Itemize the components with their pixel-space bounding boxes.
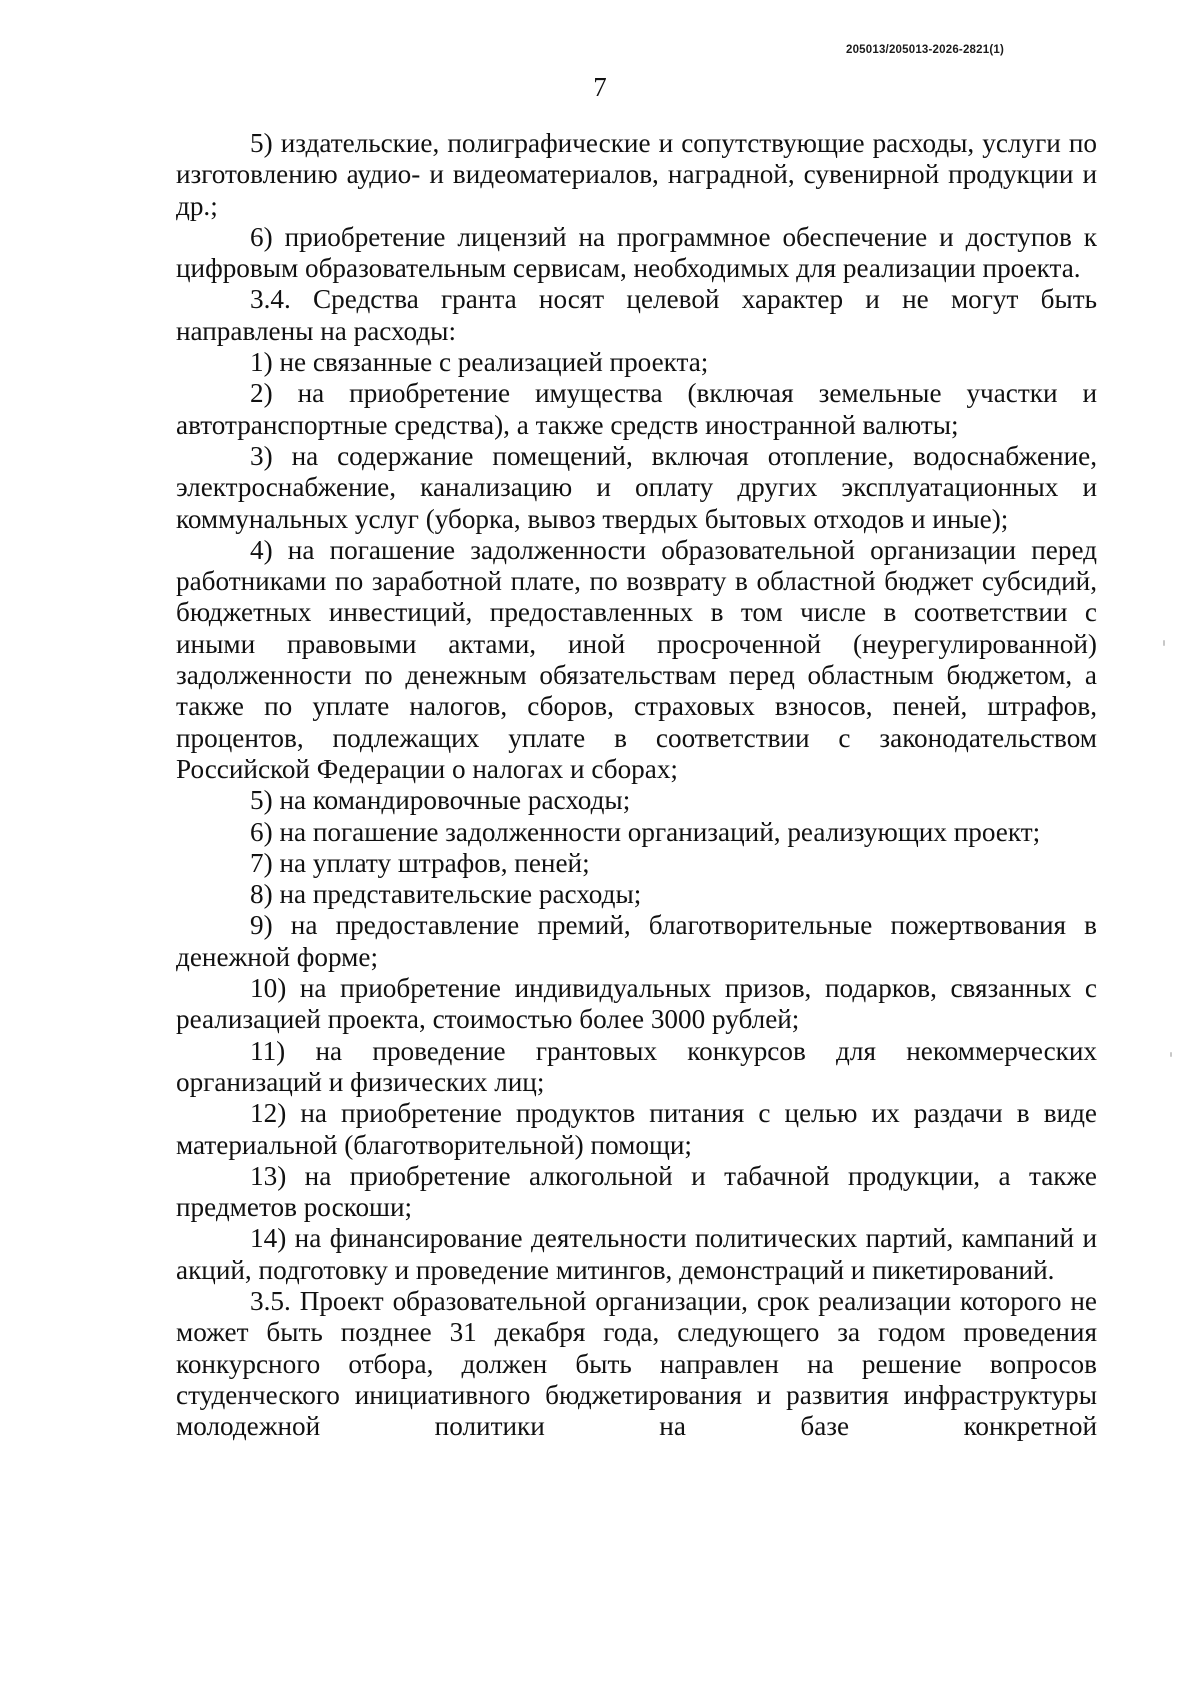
paragraph-restriction-3: 3) на содержание помещений, включая отопление, водоснабжение, электроснабжение, канализацию и оплату других эксплуатационных и коммунальных услуг (уборка, вывоз твердых бытовых отходов и иные); <box>176 440 1097 534</box>
paragraph-item-5-publishing: 5) издательские, полиграфические и сопутствующие расходы, услуги по изготовлению аудио- и видеоматериалов, наградной, сувенирной продукции и др.; <box>176 128 1097 221</box>
paragraph-restriction-9: 9) на предоставление премий, благотворительные пожертвования в денежной форме; <box>176 910 1097 972</box>
paragraph-restriction-8: 8) на представительские расходы; <box>250 879 642 910</box>
paragraph-restriction-13: 13) на приобретение алкогольной и табачной продукции, а также предметов роскоши; <box>176 1160 1097 1223</box>
paragraph-restriction-12: 12) на приобретение продуктов питания с целью их раздачи в виде материальной (благотворительной) помощи; <box>176 1098 1097 1160</box>
document-body <box>176 128 1097 1442</box>
paragraph-restriction-2: 2) на приобретение имущества (включая земельные участки и автотранспортные средства), а также средств иностранной валюты; <box>176 378 1097 440</box>
paragraph-restriction-4: 4) на погашение задолженности образовательной организации перед работниками по заработной плате, по возврату в областной бюджет субсидий, бюджетных инвестиций, предоставленных в том числе в соответствии с иными правовыми актами, иной просроченной (неурегулированной) задолженности по денежным обязательствам перед областным бюджетом, а также по уплате налогов, сборов, страховых взносов, пеней, штрафов, процентов, подлежащих уплате в соответствии с законодательством Российской Федерации о налогах и сборах; <box>176 534 1097 784</box>
paragraph-3-4-intro: 3.4. Средства гранта носят целевой характер и не могут быть направлены на расходы: <box>176 284 1097 346</box>
page-number: 7 <box>593 72 607 102</box>
scan-artifact-mark <box>1163 640 1165 646</box>
paragraph-restriction-7: 7) на уплату штрафов, пеней; <box>250 847 590 878</box>
paragraph-3-5: 3.5. Проект образовательной организации, срок реализации которого не может быть позднее 31 декабря года, следующего за годом проведения конкурсного отбора, должен быть направлен на решение вопросов студенческого инициативного бюджетирования и развития инфраструктуры молодежной политики на базе конкретной <box>176 1285 1097 1442</box>
scan-artifact-mark <box>1170 1052 1172 1057</box>
paragraph-restriction-1: 1) не связанные с реализацией проекта; <box>250 347 709 378</box>
paragraph-restriction-10: 10) на приобретение индивидуальных призов, подарков, связанных с реализацией проекта, стоимостью более 3000 рублей; <box>176 973 1097 1035</box>
paragraph-restriction-14: 14) на финансирование деятельности политических партий, кампаний и акций, подготовку и проведение митингов, демонстраций и пикетирований. <box>176 1223 1097 1285</box>
paragraph-restriction-6: 6) на погашение задолженности организаций, реализующих проект; <box>250 816 1041 847</box>
paragraph-item-6-licenses: 6) приобретение лицензий на программное обеспечение и доступов к цифровым образовательным сервисам, необходимых для реализации проекта. <box>176 221 1097 284</box>
paragraph-restriction-11: 11) на проведение грантовых конкурсов для некоммерческих организаций и физических лиц; <box>176 1035 1097 1097</box>
paragraph-restriction-5: 5) на командировочные расходы; <box>250 785 631 816</box>
document-registration-number: 205013/205013-2026-2821(1) <box>845 44 1004 56</box>
